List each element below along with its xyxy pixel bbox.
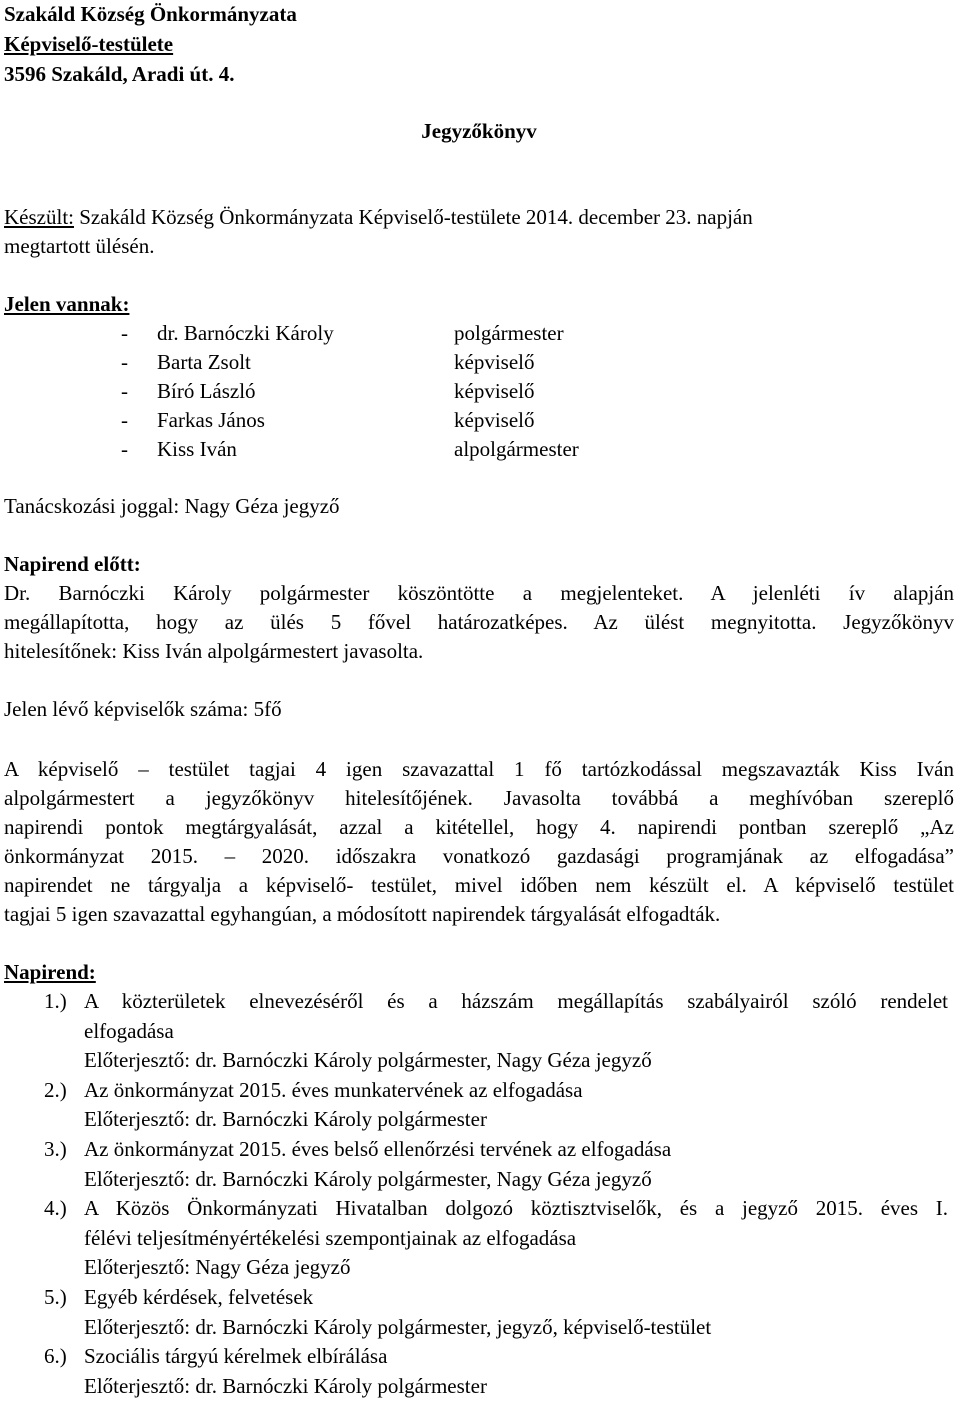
agenda-item-number: 5.) — [44, 1285, 67, 1309]
vote-line-6: tagjai 5 igen szavazattal egyhangúan, a módosított napirendek tárgyalását elfogadták. — [4, 902, 721, 926]
prepared-label: Készült: — [4, 205, 74, 229]
org-address: 3596 Szakáld, Aradi út. 4. — [4, 62, 235, 86]
agenda-item-number: 4.) — [44, 1196, 67, 1220]
agenda-heading — [4, 958, 954, 987]
attendee-name: Kiss Iván — [157, 437, 237, 461]
pre-agenda-line-2: megállapította, hogy az ülés 5 fővel határozatképes. Az ülést megnyitotta. Jegyzőkönyv — [4, 610, 954, 634]
pre-agenda-line-3: hitelesítőnek: Kiss Iván alpolgármestert javasolta. — [4, 639, 424, 663]
attendee-dash: - — [121, 321, 128, 345]
vote-line-5: napirendet ne tárgyalja a képviselő- testület, mivel időben nem készült el. A képviselő testület — [4, 873, 954, 897]
pre-agenda-heading: Napirend előtt: — [4, 552, 141, 576]
agenda-item-title: Egyéb kérdések, felvetések — [84, 1285, 314, 1309]
attendee-name: Bíró László — [157, 379, 256, 403]
present-count: Jelen lévő képviselők száma: 5fő — [4, 697, 282, 721]
prepared-line-1 — [4, 203, 954, 232]
attendee-dash: - — [121, 350, 128, 374]
attendee-name: Barta Zsolt — [157, 350, 251, 374]
agenda-item-title: A közterületek elnevezéséről és a házszám megállapítás szabályairól szóló rendelet — [84, 989, 948, 1013]
attendee-role: képviselő — [454, 408, 535, 432]
org-body — [4, 30, 954, 59]
agenda-item-presenter: Előterjesztő: Nagy Géza jegyző — [84, 1255, 351, 1279]
agenda-item-title: elfogadása — [84, 1019, 174, 1043]
attendee-role: polgármester — [454, 321, 564, 345]
agenda-item-presenter: Előterjesztő: dr. Barnóczki Károly polgármester — [84, 1107, 487, 1131]
vote-line-3: napirendi pontok megtárgyalását, azzal a kitétellel, hogy 4. napirendi pontban szereplő „Az — [4, 815, 954, 839]
present-heading-text: Jelen vannak: — [4, 292, 130, 316]
agenda-item-number: 1.) — [44, 989, 67, 1013]
attendee-dash: - — [121, 379, 128, 403]
attendee-role: képviselő — [454, 379, 535, 403]
agenda-item-presenter: Előterjesztő: dr. Barnóczki Károly polgármester — [84, 1374, 487, 1398]
attendee-dash: - — [121, 408, 128, 432]
agenda-item-presenter: Előterjesztő: dr. Barnóczki Károly polgármester, Nagy Géza jegyző — [84, 1048, 652, 1072]
pre-agenda-line-1: Dr. Barnóczki Károly polgármester köszöntötte a megjelenteket. A jelenléti ív alapján — [4, 581, 954, 605]
org-body-text: Képviselő-testülete — [4, 32, 174, 56]
vote-line-1: A képviselő – testület tagjai 4 igen szavazattal 1 fő tartózkodással megszavazták Kiss Iván — [4, 757, 954, 781]
vote-line-2: alpolgármestert a jegyzőkönyv hitelesítőjének. Javasolta továbbá a meghívóban szereplő — [4, 786, 954, 810]
prepared-line-2: megtartott ülésén. — [4, 234, 155, 258]
org-name: Szakáld Község Önkormányzata — [4, 2, 297, 26]
vote-line-4: önkormányzat 2015. – 2020. időszakra vonatkozó gazdasági programjának az elfogadása” — [4, 844, 954, 868]
attendee-role: képviselő — [454, 350, 535, 374]
agenda-heading-text: Napirend: — [4, 960, 96, 984]
agenda-item-title: Szociális tárgyú kérelmek elbírálása — [84, 1344, 388, 1368]
advisory-line: Tanácskozási joggal: Nagy Géza jegyző — [4, 494, 340, 518]
agenda-item-presenter: Előterjesztő: dr. Barnóczki Károly polgármester, Nagy Géza jegyző — [84, 1167, 652, 1191]
agenda-item-title: Az önkormányzat 2015. éves belső ellenőrzési tervének az elfogadása — [84, 1137, 672, 1161]
agenda-item-title: Az önkormányzat 2015. éves munkatervének az elfogadása — [84, 1078, 583, 1102]
present-heading — [4, 290, 954, 319]
agenda-item-title: A Közös Önkormányzati Hivatalban dolgozó köztisztviselők, és a jegyző 2015. éves I. — [84, 1196, 948, 1220]
agenda-item-title: félévi teljesítményértékelési szempontjainak az elfogadása — [84, 1226, 577, 1250]
prepared-text-1: Szakáld Község Önkormányzata Képviselő-testülete 2014. december 23. napján — [73, 205, 753, 229]
attendee-name: dr. Barnóczki Károly — [157, 321, 334, 345]
attendee-role: alpolgármester — [454, 437, 579, 461]
agenda-item-number: 3.) — [44, 1137, 67, 1161]
agenda-item-presenter: Előterjesztő: dr. Barnóczki Károly polgármester, jegyző, képviselő-testület — [84, 1315, 712, 1339]
agenda-item-number: 6.) — [44, 1344, 67, 1368]
agenda-item-number: 2.) — [44, 1078, 67, 1102]
attendee-name: Farkas János — [157, 408, 265, 432]
attendee-dash: - — [121, 437, 128, 461]
document-title: Jegyzőkönyv — [421, 119, 537, 143]
